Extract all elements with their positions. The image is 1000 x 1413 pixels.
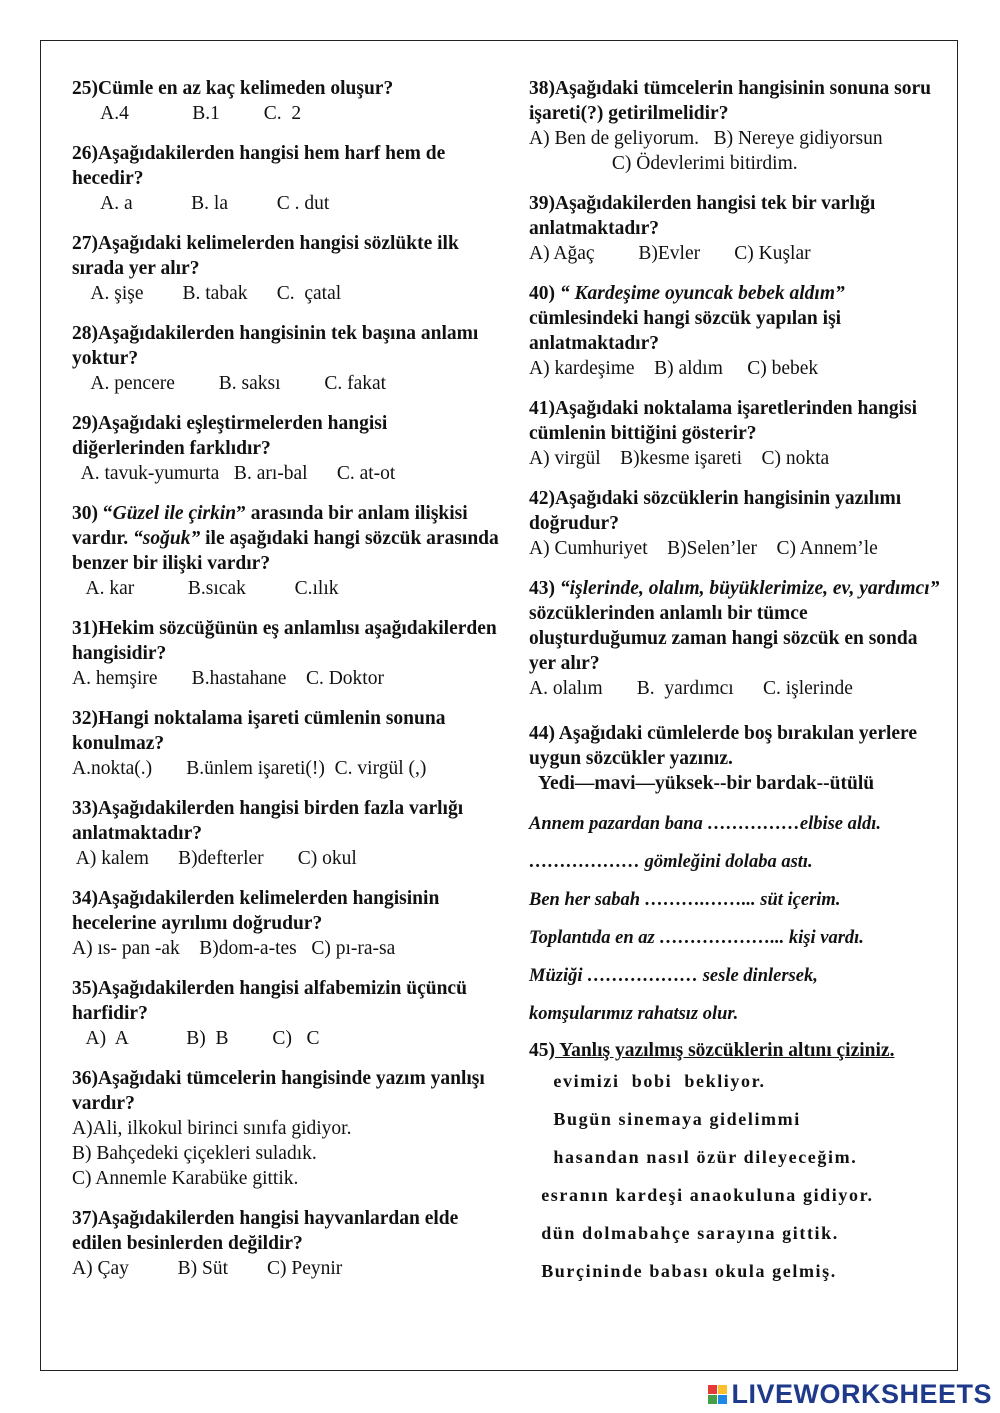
question-text: 25)Cümle en az kaç kelimeden oluşur? [72, 78, 394, 99]
question-item [529, 281, 949, 381]
question-item [72, 501, 502, 601]
question-44-title: 44) Aşağıdaki cümlelerde boş bırakılan yerlere uygun sözcükler yazınız. [529, 723, 918, 769]
answer-options: A) kalem B)defterler C) okul [72, 848, 357, 869]
answer-options: A.4 B.1 C. 2 [72, 103, 302, 124]
logo-text: LIVEWORKSHEETS [731, 1378, 992, 1409]
question-item [72, 141, 502, 216]
misspelled-sentence: evimizi bobi bekliyor. [529, 1071, 766, 1091]
question-text: 36)Aşağıdaki tümcelerin hangisinde yazım yanlışı vardır? [72, 1068, 485, 1114]
fill-blank-sentence: Toplantıda en az ………………... kişi vardı. [529, 928, 864, 948]
logo-square-3 [708, 1395, 717, 1404]
misspelled-sentence: Bugün sinemaya gidelimmi [529, 1109, 801, 1129]
question-item [72, 706, 502, 781]
question-text: 41)Aşağıdaki noktalama işaretlerinden hangisi cümlenin bittiğini gösterir? [529, 398, 918, 444]
answer-options: A. olalım B. yardımcı C. işlerinde [529, 678, 853, 699]
liveworksheets-logo [708, 1379, 992, 1409]
question-item [529, 76, 949, 176]
question-item [72, 796, 502, 871]
question-item [529, 486, 949, 561]
answer-options: A) Ben de geliyorum. B) Nereye gidiyorsun [529, 128, 883, 149]
question-text: 39)Aşağıdakilerden hangisi tek bir varlığı anlatmaktadır? [529, 193, 876, 239]
answer-options: A) Çay B) Süt C) Peynir [72, 1258, 343, 1279]
question-text: 30) “Güzel ile çirkin” arasında bir anlam ilişkisi vardır. “soğuk” ile aşağıdaki hangi sözcük arasında benzer bir ilişki vardır? [72, 503, 499, 574]
question-text: 34)Aşağıdakilerden kelimelerden hangisinin hecelerine ayrılımı doğrudur? [72, 888, 440, 934]
question-item [529, 191, 949, 266]
question-text: 38)Aşağıdaki tümcelerin hangisinin sonuna soru işareti(?) getirilmelidir? [529, 78, 932, 124]
question-item [72, 886, 502, 961]
question-45-number: 45) [529, 1040, 555, 1061]
question-item [529, 396, 949, 471]
answer-options: C) Annemle Karabüke gittik. [72, 1168, 299, 1189]
misspelled-sentence: dün dolmabahçe sarayına gittik. [529, 1223, 839, 1243]
logo-square-2 [718, 1385, 727, 1394]
misspelled-sentence: hasandan nasıl özür dileyeceğim. [529, 1147, 858, 1167]
answer-options: A. a B. la C . dut [72, 193, 330, 214]
logo-square-1 [708, 1385, 717, 1394]
question-text: 27)Aşağıdaki kelimelerden hangisi sözlükte ilk sırada yer alır? [72, 233, 459, 279]
question-text: 40) “ Kardeşime oyuncak bebek aldım” cümlesindeki hangi sözcük yapılan işi anlatmaktadır? [529, 283, 845, 354]
question-item [72, 76, 502, 126]
word-bank: Yedi—mavi—yüksek--bir bardak--ütülü [529, 773, 875, 794]
answer-options: A) ıs- pan -ak B)dom-a-tes C) pı-ra-sa [72, 938, 396, 959]
question-text: 32)Hangi noktalama işareti cümlenin sonuna konulmaz? [72, 708, 446, 754]
answer-options: C) Ödevlerimi bitirdim. [529, 153, 798, 174]
misspelled-sentence: esranın kardeşi anaokuluna gidiyor. [529, 1185, 874, 1205]
right-column [529, 76, 949, 1298]
misspelled-sentence: Burçininde babası okula gelmiş. [529, 1261, 837, 1281]
question-45 [529, 1038, 949, 1283]
question-item [72, 411, 502, 486]
question-text: 43) “işlerinde, olalım, büyüklerimize, ev, yardımcı” sözcüklerinden anlamlı bir tümce oluşturduğumuz zaman hangi sözcük en sonda yer alır? [529, 578, 940, 674]
question-text: 42)Aşağıdaki sözcüklerin hangisinin yazılımı doğrudur? [529, 488, 902, 534]
answer-options: A. kar B.sıcak C.ılık [72, 578, 339, 599]
question-item [72, 616, 502, 691]
question-text: 29)Aşağıdaki eşleştirmelerden hangisi diğerlerinden farklıdır? [72, 413, 388, 459]
fill-blank-sentence: Annem pazardan bana ……………elbise aldı. [529, 814, 882, 834]
question-text: 26)Aşağıdakilerden hangisi hem harf hem de hecedir? [72, 143, 446, 189]
answer-options: A) virgül B)kesme işareti C) nokta [529, 448, 830, 469]
logo-mark-icon [708, 1385, 727, 1404]
question-text: 33)Aşağıdakilerden hangisi birden fazla varlığı anlatmaktadır? [72, 798, 464, 844]
question-item [529, 576, 949, 701]
fill-blank-sentence: Müziği ……………… sesle dinlersek, [529, 966, 818, 986]
question-item [72, 231, 502, 306]
fill-blank-sentence: Ben her sabah ……….……... süt içerim. [529, 890, 841, 910]
left-column [72, 76, 502, 1296]
answer-options: A. tavuk-yumurta B. arı-bal C. at-ot [72, 463, 396, 484]
fill-blank-sentence: ……………… gömleğini dolaba astı. [529, 852, 813, 872]
question-45-instruction: Yanlış yazılmış sözcüklerin altını çiziniz. [555, 1040, 895, 1061]
question-item [72, 976, 502, 1051]
answer-options: A) kardeşime B) aldım C) bebek [529, 358, 819, 379]
answer-options: A. şişe B. tabak C. çatal [72, 283, 342, 304]
question-item [72, 1066, 502, 1191]
answer-options: A) A B) B C) C [72, 1028, 320, 1049]
answer-options: A. pencere B. saksı C. fakat [72, 373, 387, 394]
answer-options: A) Cumhuriyet B)Selen’ler C) Annem’le [529, 538, 878, 559]
question-44 [529, 721, 949, 1027]
fill-blank-sentence: komşularımız rahatsız olur. [529, 1004, 739, 1024]
answer-options: A) Ağaç B)Evler C) Kuşlar [529, 243, 811, 264]
question-text: 37)Aşağıdakilerden hangisi hayvanlardan elde edilen besinlerden değildir? [72, 1208, 459, 1254]
question-text: 28)Aşağıdakilerden hangisinin tek başına anlamı yoktur? [72, 323, 479, 369]
answer-options: A. hemşire B.hastahane C. Doktor [72, 668, 384, 689]
answer-options: B) Bahçedeki çiçekleri suladık. [72, 1143, 317, 1164]
question-text: 31)Hekim sözcüğünün eş anlamlısı aşağıdakilerden hangisidir? [72, 618, 497, 664]
question-item [72, 1206, 502, 1281]
answer-options: A.nokta(.) B.ünlem işareti(!) C. virgül (,) [72, 758, 427, 779]
question-text: 35)Aşağıdakilerden hangisi alfabemizin üçüncü harfidir? [72, 978, 467, 1024]
logo-square-4 [718, 1395, 727, 1404]
question-45-title [529, 1038, 949, 1063]
answer-options: A)Ali, ilkokul birinci sınıfa gidiyor. [72, 1118, 352, 1139]
question-item [72, 321, 502, 396]
